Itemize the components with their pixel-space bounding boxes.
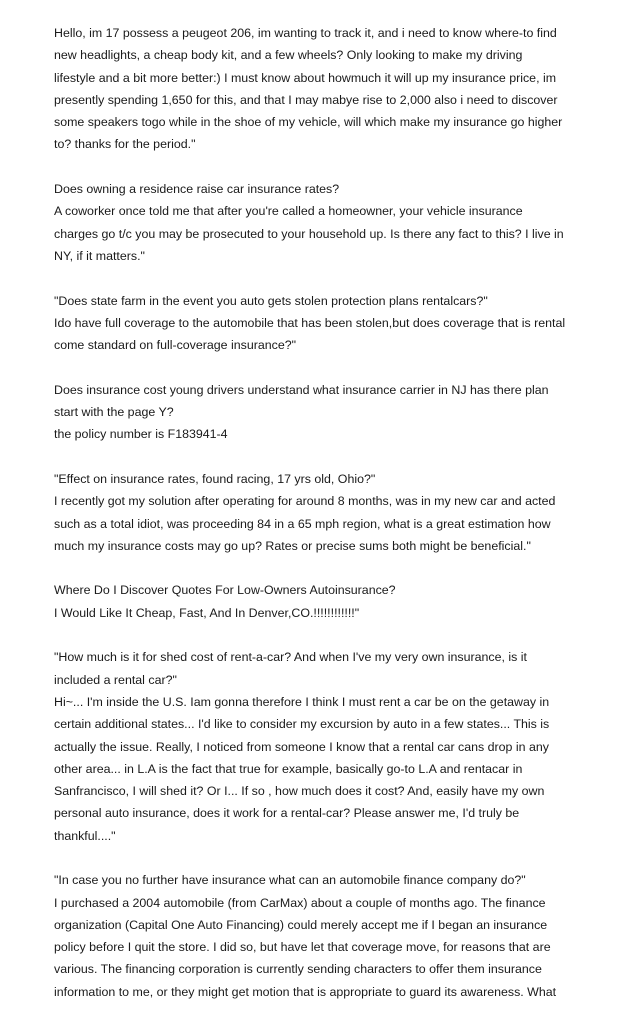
text-line: come standard on full-coverage insurance?" [54,338,297,353]
text-line: thankful...." [54,828,116,843]
paragraph [54,290,590,357]
text-line: I Would Like It Cheap, Fast, And In Denver,CO.!!!!!!!!!!!!" [54,605,360,620]
text-line: organization (Capital One Auto Financing) could merely accept me if I began an insurance [54,917,548,932]
text-line: Does insurance cost young drivers understand what insurance carrier in NJ has there plan [54,382,549,397]
text-line: the policy number is F183941-4 [54,427,228,442]
text-line: Sanfrancisco, I will shed it? Or I... If so , how much does it cost? And, easily have my own [54,784,545,799]
paragraph [54,22,590,156]
text-line: certain additional states... I'd like to consider my excursion by auto in a few states... This is [54,717,550,732]
text-line: lifestyle and a bit more better:) I must know about howmuch it will up my insurance price, im [54,70,557,85]
text-line: Hi~... I'm inside the U.S. Iam gonna therefore I think I must rent a car be on the getaway in [54,694,550,709]
text-line: I recently got my solution after operating for around 8 months, was in my new car and acted [54,494,556,509]
text-line: much my insurance costs may go up? Rates or precise sums both might be beneficial." [54,538,531,553]
text-line: A coworker once told me that after you're called a homeowner, your vehicle insurance [54,204,523,219]
text-line: some speakers togo while in the shoe of my vehicle, will which make my insurance go higher [54,115,563,130]
text-line: "How much is it for shed cost of rent-a-car? And when I've my very own insurance, is it [54,650,527,665]
text-line: start with the page Y? [54,405,174,420]
text-line: personal auto insurance, does it work for a rental-car? Please answer me, I'd truly be [54,806,520,821]
text-line: NY, if it matters." [54,248,145,263]
text-line: I purchased a 2004 automobile (from CarMax) about a couple of months ago. The finance [54,895,546,910]
paragraph [54,579,590,624]
text-line: Does owning a residence raise car insurance rates? [54,182,340,197]
text-line: "In case you no further have insurance what can an automobile finance company do?" [54,873,526,888]
text-line: Where Do I Discover Quotes For Low-Owners Autoinsurance? [54,583,396,598]
paragraph [54,379,590,446]
text-line: to? thanks for the period." [54,137,196,152]
text-line: information to me, or they might get motion that is appropriate to guard its awareness. What [54,984,557,999]
text-line: included a rental car?" [54,672,177,687]
text-line: other area... in L.A is the fact that true for example, basically go-to L.A and rentacar in [54,761,523,776]
paragraph [54,869,590,1003]
paragraph [54,646,590,847]
text-line: policy before I quit the store. I did so, but have let that coverage move, for reasons that are [54,940,551,955]
text-line: "Does state farm in the event you auto gets stolen protection plans rentalcars?" [54,293,488,308]
text-line: actually the issue. Really, I noticed from someone I know that a rental car cans drop in any [54,739,549,754]
text-line: presently spending 1,650 for this, and that I may mabye rise to 2,000 also i need to discover [54,92,558,107]
text-line: various. The financing corporation is currently sending characters to offer them insurance [54,962,542,977]
text-line: "Effect on insurance rates, found racing, 17 yrs old, Ohio?" [54,471,376,486]
text-line: charges go t/c you may be prosecuted to your household up. Is there any fact to this? I live in [54,226,564,241]
text-line: Ido have full coverage to the automobile that has been stolen,but does coverage that is rental [54,315,566,330]
paragraph [54,178,590,267]
document-page [54,22,590,1025]
paragraph [54,468,590,557]
text-line: Hello, im 17 possess a peugeot 206, im wanting to track it, and i need to know where-to find [54,26,557,40]
text-line: such as a total idiot, was proceeding 84 in a 65 mph region, what is a great estimation how [54,516,551,531]
text-line: new headlights, a cheap body kit, and a few wheels? Only looking to make my driving [54,48,523,63]
